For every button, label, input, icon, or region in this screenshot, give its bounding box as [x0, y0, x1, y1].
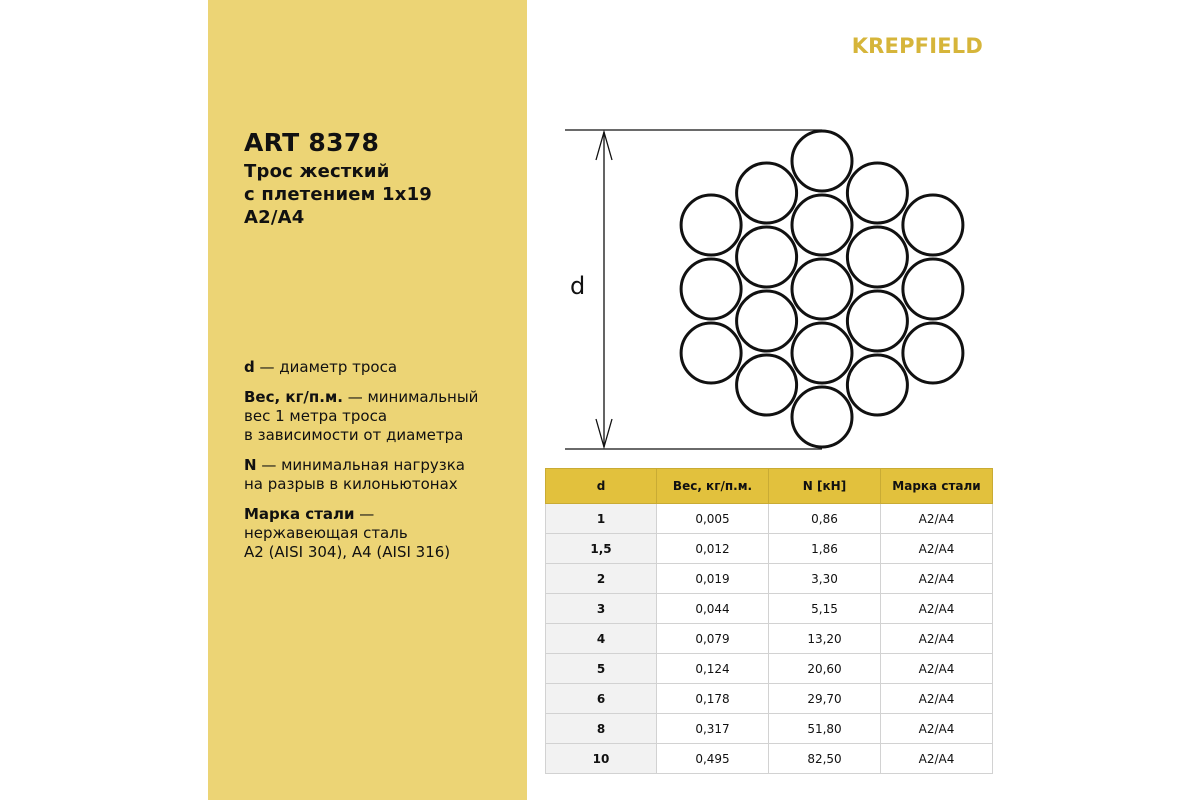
cell-d: 3 [546, 594, 657, 624]
table-row [546, 744, 993, 774]
table-row [546, 504, 993, 534]
diameter-label: d [570, 272, 586, 300]
wire-circle [737, 291, 797, 351]
legend-desc-line: вес 1 метра троса [244, 407, 388, 425]
header-steel: Марка стали [881, 469, 993, 504]
cell-steel: A2/A4 [881, 594, 993, 624]
legend-term: N [244, 456, 257, 474]
wire-circle [847, 355, 907, 415]
wire-circle [792, 387, 852, 447]
spec-table [545, 468, 993, 774]
legend-desc: — [354, 505, 375, 523]
cell-weight: 0,124 [657, 654, 769, 684]
wire-circle [737, 355, 797, 415]
cell-steel: A2/A4 [881, 684, 993, 714]
wire-circle [737, 163, 797, 223]
legend-desc-line: на разрыв в килоньютонах [244, 475, 458, 493]
table-row [546, 714, 993, 744]
cell-weight: 0,044 [657, 594, 769, 624]
cell-weight: 0,495 [657, 744, 769, 774]
cell-steel: A2/A4 [881, 624, 993, 654]
header-d: d [546, 469, 657, 504]
title-block [244, 128, 432, 229]
legend-block [244, 358, 524, 573]
legend-desc-line: нержавеющая сталь [244, 524, 408, 542]
subtitle-line: Трос жесткий [244, 161, 390, 182]
legend-item-weight [244, 388, 524, 445]
cell-weight: 0,317 [657, 714, 769, 744]
wire-circle [681, 323, 741, 383]
cell-weight: 0,012 [657, 534, 769, 564]
header-n: N [кН] [769, 469, 881, 504]
cell-steel: A2/A4 [881, 564, 993, 594]
subtitle-line: A2/A4 [244, 207, 305, 228]
cell-n: 29,70 [769, 684, 881, 714]
wire-circle [792, 131, 852, 191]
wire-group [681, 131, 963, 447]
cell-weight: 0,178 [657, 684, 769, 714]
wire-circle [792, 323, 852, 383]
cell-weight: 0,019 [657, 564, 769, 594]
cell-d: 8 [546, 714, 657, 744]
legend-term: Марка стали [244, 505, 355, 523]
table-row [546, 594, 993, 624]
cell-d: 6 [546, 684, 657, 714]
table-row [546, 564, 993, 594]
cell-d: 1 [546, 504, 657, 534]
cell-steel: A2/A4 [881, 504, 993, 534]
wire-circle [847, 291, 907, 351]
cell-n: 3,30 [769, 564, 881, 594]
table-row [546, 624, 993, 654]
wire-circle [792, 195, 852, 255]
cell-steel: A2/A4 [881, 534, 993, 564]
cell-steel: A2/A4 [881, 744, 993, 774]
legend-desc: — минимальный [342, 388, 479, 406]
wire-circle [737, 227, 797, 287]
wire-circle [903, 259, 963, 319]
cell-n: 5,15 [769, 594, 881, 624]
wire-circle [792, 259, 852, 319]
table-row [546, 684, 993, 714]
table-header-row [546, 469, 993, 504]
brand-logo: KREPFIELD [851, 34, 983, 58]
cell-n: 82,50 [769, 744, 881, 774]
wire-circle [903, 323, 963, 383]
legend-term: d [244, 358, 255, 376]
subtitle-line: с плетением 1x19 [244, 184, 433, 205]
cell-d: 2 [546, 564, 657, 594]
legend-desc-line: A2 (AISI 304), A4 (AISI 316) [244, 543, 451, 561]
wire-circle [681, 195, 741, 255]
wire-circle [847, 163, 907, 223]
wire-circle [903, 195, 963, 255]
legend-item-steel [244, 505, 524, 562]
cell-n: 0,86 [769, 504, 881, 534]
legend-desc-line: в зависимости от диаметра [244, 426, 464, 444]
legend-desc: — диаметр троса [254, 358, 398, 376]
cell-n: 13,20 [769, 624, 881, 654]
cell-d: 4 [546, 624, 657, 654]
cell-n: 1,86 [769, 534, 881, 564]
cell-d: 10 [546, 744, 657, 774]
header-weight: Вес, кг/п.м. [657, 469, 769, 504]
wire-circle [681, 259, 741, 319]
wire-circle [847, 227, 907, 287]
rope-cross-section-diagram [560, 120, 1000, 460]
legend-item-d [244, 358, 524, 377]
cell-d: 5 [546, 654, 657, 684]
legend-term: Вес, кг/п.м. [244, 388, 343, 406]
cell-weight: 0,005 [657, 504, 769, 534]
table-row [546, 654, 993, 684]
cell-n: 20,60 [769, 654, 881, 684]
legend-desc: — минимальная нагрузка [256, 456, 465, 474]
cell-d: 1,5 [546, 534, 657, 564]
page-title: ART 8378 [244, 128, 380, 157]
cell-n: 51,80 [769, 714, 881, 744]
table-row [546, 534, 993, 564]
cell-steel: A2/A4 [881, 714, 993, 744]
cell-steel: A2/A4 [881, 654, 993, 684]
legend-item-n [244, 456, 524, 494]
cell-weight: 0,079 [657, 624, 769, 654]
